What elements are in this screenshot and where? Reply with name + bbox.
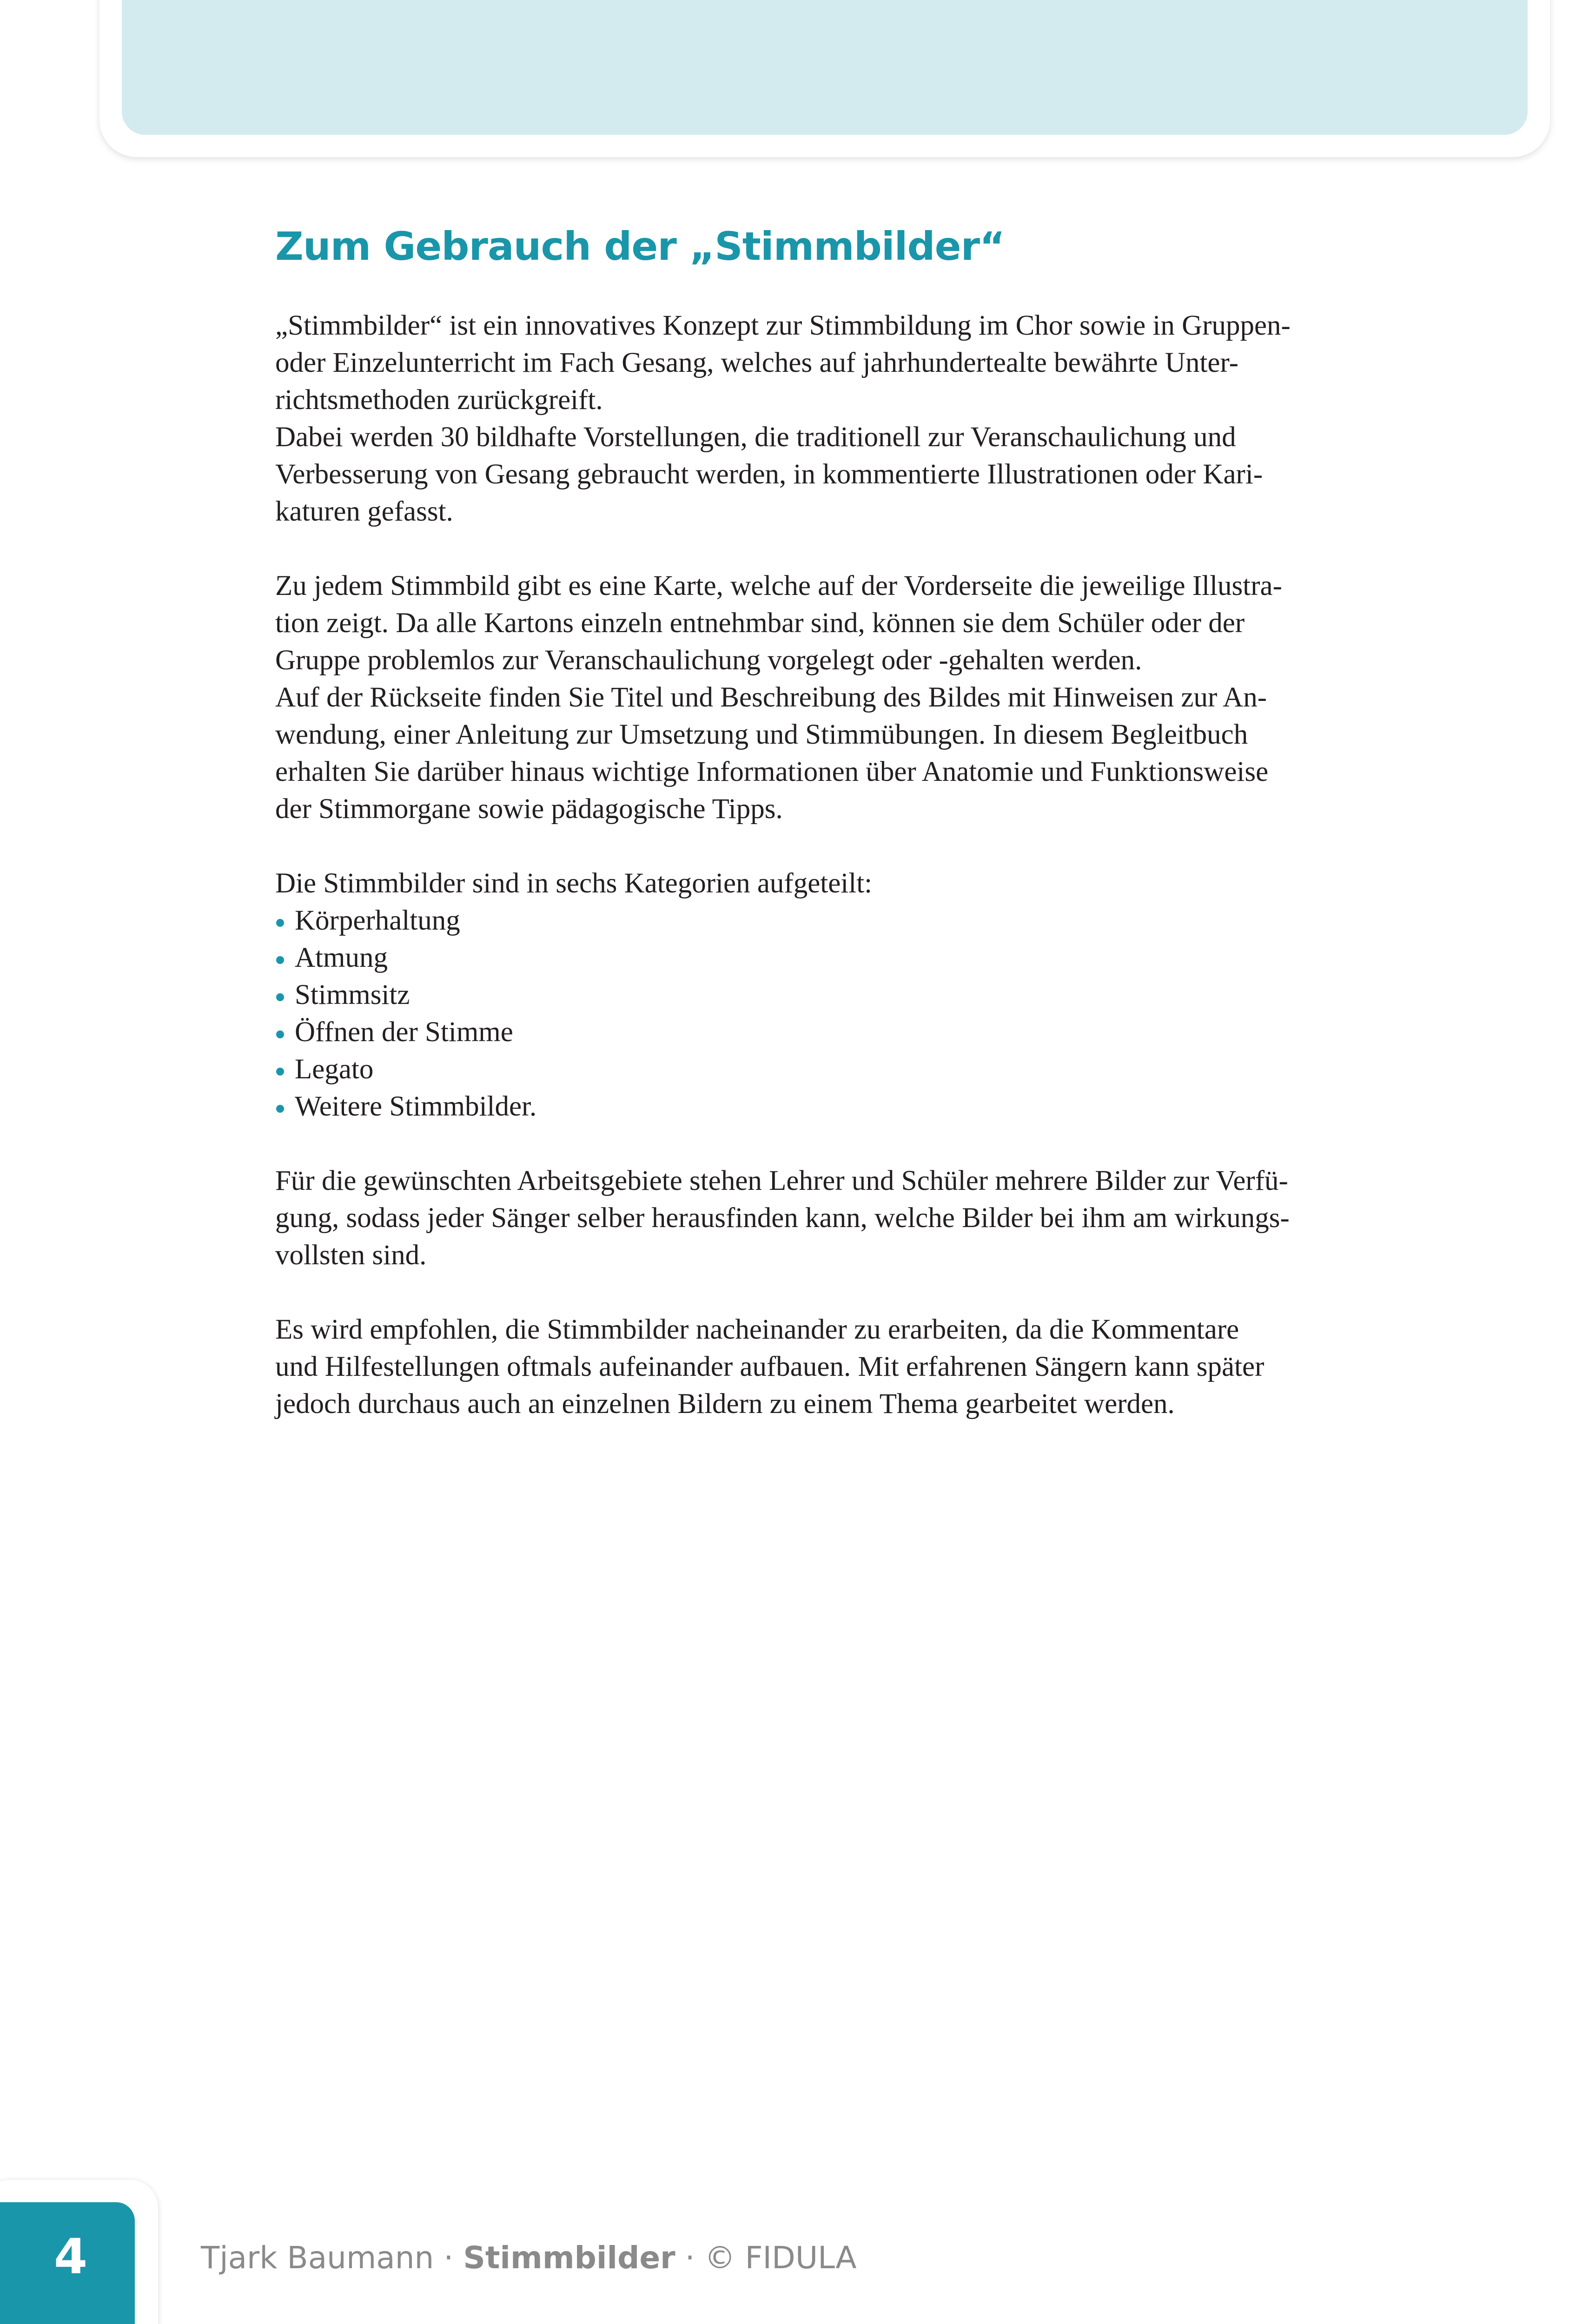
bullet-icon (276, 1030, 284, 1038)
text-line: Auf der Rückseite finden Sie Titel und Beschreibung des Bildes mit Hinweisen zur An- (275, 681, 1267, 713)
text-line: Dabei werden 30 bildhafte Vorstellungen, die traditionell zur Veranschaulichung und (275, 421, 1236, 453)
text-line: Gruppe problemlos zur Veranschaulichung vorgelegt oder -gehalten werden. (275, 644, 1142, 676)
list-item-label: Stimmsitz (295, 979, 410, 1010)
footer-book-title: Stimmbilder (463, 2240, 675, 2276)
text-line: vollsten sind. (275, 1239, 427, 1271)
text-line: katuren gefasst. (275, 495, 453, 527)
text-line: gung, sodass jeder Sänger selber herausfinden kann, welche Bilder bei ihm am wirkungs- (275, 1202, 1290, 1234)
bullet-icon (276, 993, 284, 1001)
text-line: wendung, einer Anleitung zur Umsetzung und Stimmübungen. In diesem Begleitbuch (275, 719, 1248, 750)
text-line: tion zeigt. Da alle Kartons einzeln entnehmbar sind, können sie dem Schüler oder der (275, 607, 1245, 639)
list-item-label: Öffnen der Stimme (295, 1016, 513, 1048)
bullet-icon (276, 956, 284, 964)
text-line: und Hilfestellungen oftmals aufeinander aufbauen. Mit erfahrenen Sängern kann später (275, 1351, 1264, 1382)
text-line: Es wird empfohlen, die Stimmbilder nacheinander zu erarbeiten, da die Kommentare (275, 1314, 1239, 1345)
footer-separator: · (434, 2240, 463, 2276)
list-item-label: Legato (295, 1053, 374, 1085)
bullet-icon (276, 919, 284, 927)
text-line: Zu jedem Stimmbild gibt es eine Karte, welche auf der Vorderseite die jeweilige Illustra- (275, 570, 1282, 601)
paragraph-cards (275, 568, 1377, 828)
list-item-label: Weitere Stimmbilder. (295, 1090, 537, 1122)
paragraph-intro (275, 307, 1377, 530)
categories-section (275, 865, 1377, 1125)
category-list (275, 902, 1377, 1125)
list-item (275, 1088, 1377, 1125)
text-line: erhalten Sie darüber hinaus wichtige Informationen über Anatomie und Funktionsweise (275, 756, 1269, 787)
text-line: Verbesserung von Gesang gebraucht werden, in kommentierte Illustrationen oder Kari- (275, 458, 1263, 490)
bullet-icon (276, 1068, 284, 1076)
categories-intro: Die Stimmbilder sind in sechs Kategorien aufgeteilt: (275, 867, 873, 899)
page-content (275, 223, 1377, 1423)
footer-separator: · (675, 2240, 705, 2276)
text-line: Für die gewünschten Arbeitsgebiete stehen Lehrer und Schüler mehrere Bilder zur Verfü- (275, 1165, 1288, 1196)
text-line: der Stimmorgane sowie pädagogische Tipps. (275, 793, 783, 825)
list-item-label: Atmung (295, 942, 388, 973)
paragraph-work-areas (275, 1162, 1377, 1274)
header-banner (122, 0, 1528, 135)
bullet-icon (276, 1105, 284, 1113)
list-item (275, 1014, 1377, 1051)
text-line: richtsmethoden zurückgreift. (275, 384, 603, 416)
footer-credits (201, 2239, 857, 2277)
page-number: 4 (53, 2228, 88, 2285)
list-item (275, 939, 1377, 977)
text-line: oder Einzelunterricht im Fach Gesang, welches auf jahrhundertealte bewährte Unter- (275, 347, 1238, 378)
list-item-label: Körperhaltung (295, 905, 460, 936)
list-item (275, 977, 1377, 1014)
page-title: Zum Gebrauch der „Stimmbilder“ (275, 224, 1005, 269)
list-item (275, 1051, 1377, 1088)
text-line: jedoch durchaus auch an einzelnen Bildern zu einem Thema gearbeitet werden. (275, 1388, 1175, 1419)
list-item (275, 902, 1377, 939)
footer-author: Tjark Baumann (201, 2240, 434, 2276)
paragraph-recommendation (275, 1311, 1377, 1423)
text-line: „Stimmbilder“ ist ein innovatives Konzept zur Stimmbildung im Chor sowie in Gruppen- (275, 310, 1291, 341)
footer-copyright: © FIDULA (704, 2240, 857, 2276)
